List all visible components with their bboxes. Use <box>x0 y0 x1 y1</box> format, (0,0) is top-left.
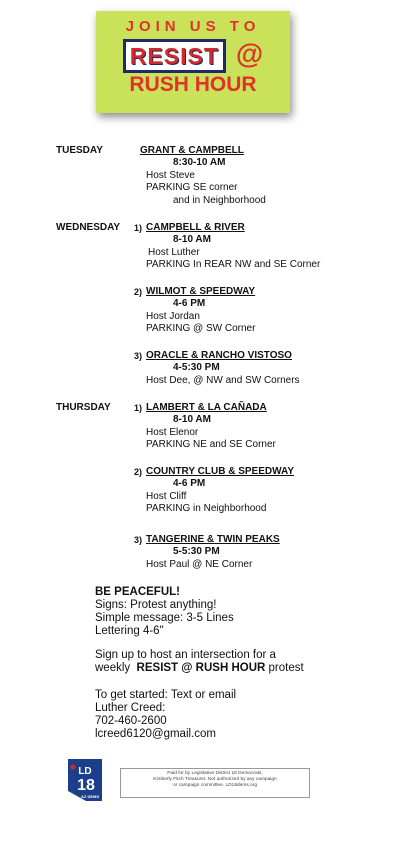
host-wednesday-1: Host Luther <box>148 247 200 258</box>
signup-line-1: Sign up to host an intersection for a <box>95 649 276 661</box>
banner-at-text: @ <box>235 38 264 69</box>
disclaimer-line-3: or campaign committee. LD18dems.org <box>173 783 257 788</box>
day-label-thursday: THURSDAY <box>56 402 111 413</box>
host-thursday-3: Host Paul @ NE Corner <box>146 559 253 570</box>
day-label-tuesday: TUESDAY <box>56 145 103 156</box>
signup-weekly: weekly <box>95 662 131 674</box>
item-number: 2) <box>134 287 143 297</box>
disclaimer-line-1: Paid for by Legislative District 18 Democrats, <box>167 771 263 776</box>
contact-line-1: To get started: Text or email <box>95 689 237 701</box>
host-wednesday-3: Host Dee, @ NW and SW Corners <box>146 375 300 386</box>
contact-name: Luther Creed: <box>95 702 166 714</box>
item-number: 2) <box>134 467 143 477</box>
item-number: 3) <box>134 535 143 545</box>
location-thursday-1: LAMBERT & LA CAÑADA <box>146 402 267 413</box>
item-number: 1) <box>134 223 143 233</box>
parking-wednesday-2: PARKING @ SW Corner <box>146 323 256 334</box>
host-thursday-2: Host Cliff <box>146 491 187 502</box>
time-wednesday-2: 4-6 PM <box>173 298 206 309</box>
location-wednesday-3: ORACLE & RANCHO VISTOSO <box>146 350 292 361</box>
peaceful-heading: BE PEACEFUL! <box>95 586 180 598</box>
logo-ld-text: LD <box>78 766 92 777</box>
peaceful-line-2: Simple message: 3-5 Lines <box>95 612 234 624</box>
peaceful-line-1: Signs: Protest anything! <box>95 599 217 611</box>
time-thursday-2: 4-6 PM <box>173 478 206 489</box>
time-tuesday: 8:30-10 AM <box>173 157 226 168</box>
parking-tuesday-2: and in Neighborhood <box>173 195 266 206</box>
location-thursday-3: TANGERINE & TWIN PEAKS <box>146 534 280 545</box>
location-thursday-2: COUNTRY CLUB & SPEEDWAY <box>146 466 294 477</box>
arizona-shape-icon <box>64 757 104 803</box>
location-tuesday: GRANT & CAMPBELL <box>140 145 244 156</box>
time-thursday-3: 5-5:30 PM <box>173 546 220 557</box>
paid-for-disclaimer <box>120 768 310 798</box>
parking-wednesday-1: PARKING In REAR NW and SE Corner <box>146 259 321 270</box>
logo-number-text: 18 <box>77 777 95 794</box>
location-wednesday-1: CAMPBELL & RIVER <box>146 222 245 233</box>
peaceful-line-3: Lettering 4-6" <box>95 625 164 637</box>
contact-phone[interactable]: 702-460-2600 <box>95 715 167 727</box>
signup-line-2 <box>95 662 304 675</box>
parking-thursday-2: PARKING in Neighborhood <box>146 503 267 514</box>
logo-sub-text: AZ DEMS <box>81 794 99 799</box>
day-label-wednesday: WEDNESDAY <box>56 222 121 233</box>
item-number: 1) <box>134 403 143 413</box>
host-thursday-1: Host Elenor <box>146 427 199 438</box>
time-thursday-1: 8-10 AM <box>173 414 211 425</box>
banner-join-text: JOIN US TO <box>125 18 261 35</box>
location-wednesday-2: WILMOT & SPEEDWAY <box>146 286 256 297</box>
host-tuesday: Host Steve <box>146 170 195 181</box>
signup-protest: protest <box>268 662 304 674</box>
time-wednesday-3: 4-5:30 PM <box>173 362 220 373</box>
parking-tuesday-1: PARKING SE corner <box>146 182 238 193</box>
banner-resist-text: RESIST <box>123 39 226 73</box>
item-number: 3) <box>134 351 143 361</box>
host-wednesday-2: Host Jordan <box>146 311 200 322</box>
disclaimer-line-2: Kimberly Fitch Treasurer. Not authorized by any campaign <box>153 777 277 782</box>
event-banner <box>96 11 290 113</box>
time-wednesday-1: 8-10 AM <box>173 234 211 245</box>
contact-email[interactable]: lcreed6120@gmail.com <box>95 728 216 740</box>
banner-rush-hour-text: RUSH HOUR <box>129 73 257 96</box>
parking-thursday-1: PARKING NE and SE Corner <box>146 439 276 450</box>
ld18-logo <box>64 757 104 803</box>
signup-event-name: RESIST @ RUSH HOUR <box>136 662 266 674</box>
